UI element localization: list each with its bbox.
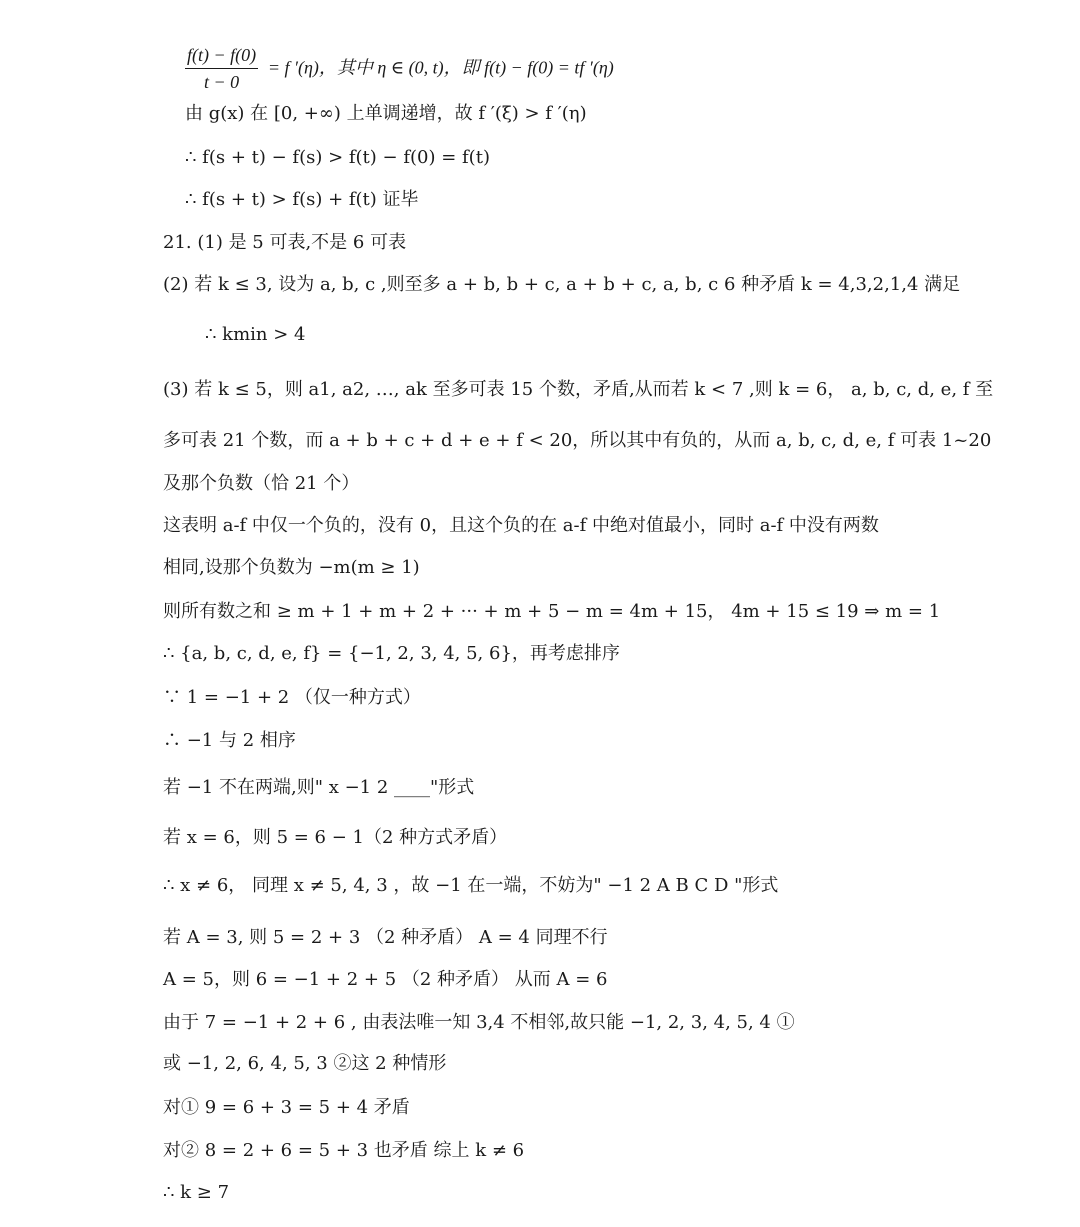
fraction-numerator: f(t) − f(0) [185, 44, 258, 69]
case-line: 若 x = 6，则 5 = 6 − 1（2 种方式矛盾） [163, 827, 508, 848]
case-line: 对① 9 = 6 + 3 = 5 + 4 矛盾 [163, 1097, 410, 1118]
paragraph-line: 多可表 21 个数，而 a + b + c + d + e + f < 20，所以其中有负的，从而 a, b, c, d, e, f 可表 1~20 [163, 430, 992, 451]
monotonic-statement: 由 g(x) 在 [0, +∞) 上单调递增，故 f ′(ξ) > f ′(η) [185, 103, 587, 124]
paragraph-line: 及那个负数（恰 21 个） [163, 473, 360, 494]
kmin-statement: ∴ kmin > 4 [205, 324, 306, 345]
case-line: 若 A = 3, 则 5 = 2 + 3 （2 种矛盾） A = 4 同理不行 [163, 927, 608, 948]
paragraph-line: 这表明 a-f 中仅一个负的，没有 0，且这个负的在 a-f 中绝对值最小，同时 a-f 中没有两数 [163, 515, 879, 536]
proof-conclusion: ∴ f(s + t) > f(s) + f(t) 证毕 [185, 189, 419, 210]
case-line: 或 −1, 2, 6, 4, 5, 3 ②这 2 种情形 [163, 1053, 447, 1074]
problem-21-part-1: 21. (1) 是 5 可表,不是 6 可表 [163, 232, 407, 253]
problem-21-part-2: (2) 若 k ≤ 3, 设为 a, b, c ,则至多 a + b, b + c, a + b + c, a, b, c 6 种矛盾 k = 4,3,2,1,4 满足 [163, 274, 961, 295]
because-line: ∵ 1 = −1 + 2 （仅一种方式） [163, 687, 421, 708]
case-line: 由于 7 = −1 + 2 + 6 , 由表法唯一知 3,4 不相邻,故只能 −1, 2, 3, 4, 5, 4 ① [163, 1012, 795, 1033]
case-line: 若 −1 不在两端,则" x −1 2 ____"形式 [163, 777, 475, 798]
fraction-denominator: t − 0 [203, 72, 240, 92]
final-conclusion: ∴ k ≥ 7 [163, 1182, 230, 1203]
case-line: ∴ x ≠ 6， 同理 x ≠ 5, 4, 3 ，故 −1 在一端，不妨为" −1 2 A B C D "形式 [163, 875, 779, 896]
paragraph-line: 相同,设那个负数为 −m(m ≥ 1) [163, 557, 420, 578]
therefore-line: ∴ −1 与 2 相序 [163, 730, 296, 751]
case-line: A = 5，则 6 = −1 + 2 + 5 （2 种矛盾） 从而 A = 6 [163, 969, 608, 990]
set-statement: ∴ {a, b, c, d, e, f} = {−1, 2, 3, 4, 5, 6}，再考虑排序 [163, 643, 620, 664]
fraction [185, 44, 258, 93]
case-line: 对② 8 = 2 + 6 = 5 + 3 也矛盾 综上 k ≠ 6 [163, 1140, 525, 1161]
sum-inequality: 则所有数之和 ≥ m + 1 + m + 2 + ··· + m + 5 − m = 4m + 15， 4m + 15 ≤ 19 ⇒ m = 1 [163, 601, 941, 622]
mean-value-statement: = f ′(η)，其中 η ∈ (0, t)，即 f(t) − f(0) = tf ′(η) [267, 57, 614, 78]
problem-21-part-3: (3) 若 k ≤ 5，则 a1, a2, …, ak 至多可表 15 个数，矛盾,从而若 k < 7 ,则 k = 6， a, b, c, d, e, f 至 [163, 379, 994, 400]
inequality-line: ∴ f(s + t) − f(s) > f(t) − f(0) = f(t) [185, 147, 490, 168]
equation-line-1 [185, 44, 614, 93]
